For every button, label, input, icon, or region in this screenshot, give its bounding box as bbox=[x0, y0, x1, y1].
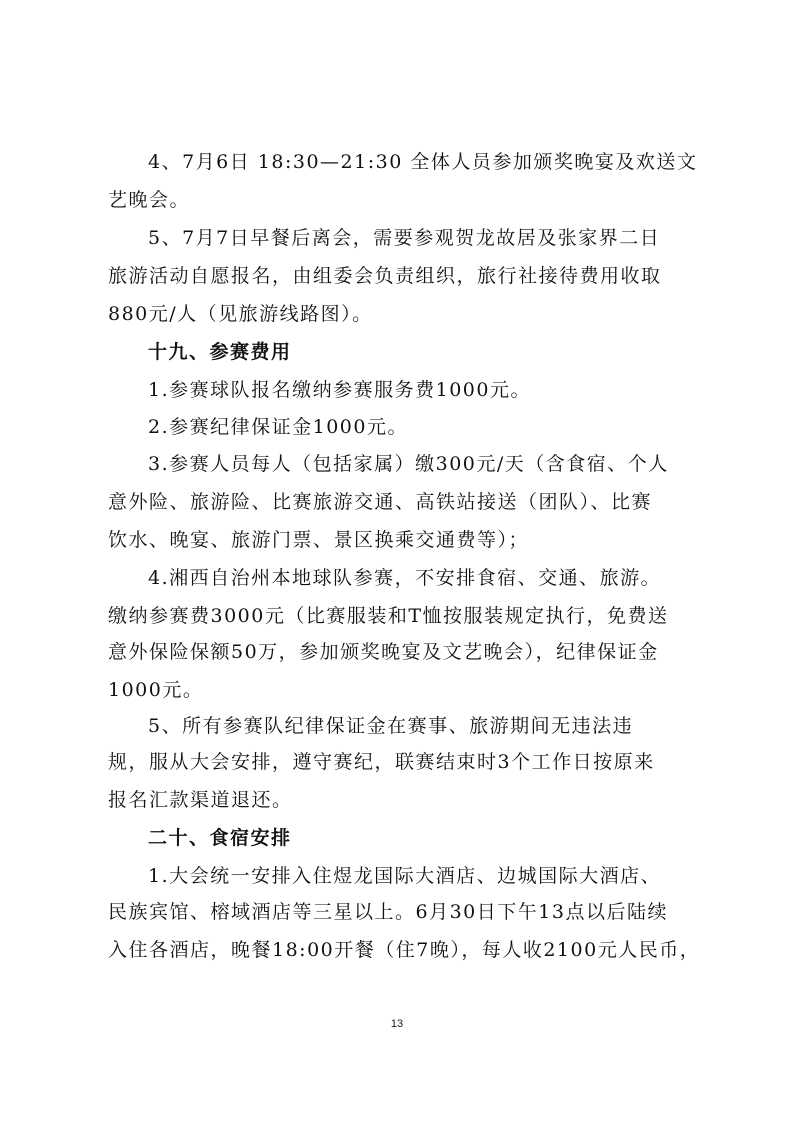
text-line: 5、所有参赛队纪律保证金在赛事、旅游期间无违法违 bbox=[148, 715, 634, 737]
text-line: 规，服从大会安排，遵守赛纪，联赛结束时3个工作日按原来 bbox=[108, 751, 655, 773]
text-line: 缴纳参赛费3000元（比赛服装和T恤按服装规定执行，免费送 bbox=[108, 605, 669, 627]
text-line: 旅游活动自愿报名，由组委会负责组织，旅行社接待费用收取 bbox=[108, 265, 662, 287]
text-line: 民族宾馆、榕域酒店等三星以上。6月30日下午13点以后陆续 bbox=[108, 901, 668, 923]
text-line: 报名汇款渠道退还。 bbox=[108, 789, 293, 811]
page-number: 13 bbox=[390, 1018, 404, 1030]
text-line: 意外保险保额50万，参加颁奖晚宴及文艺晚会），纪律保证金 bbox=[108, 641, 659, 663]
text-line: 1.参赛球队报名缴纳参赛服务费1000元。 bbox=[148, 379, 531, 401]
text-line: 1.大会统一安排入住煜龙国际大酒店、边城国际大酒店、 bbox=[148, 865, 662, 887]
text-line: 1000元。 bbox=[108, 679, 204, 701]
text-line: 4.湘西自治州本地球队参赛，不安排食宿、交通、旅游。 bbox=[148, 567, 662, 589]
text-line: 艺晚会。 bbox=[108, 189, 191, 211]
text-line: 3.参赛人员每人（包括家属）缴300元/天（含食宿、个人 bbox=[148, 453, 669, 475]
section-heading: 十九、参赛费用 bbox=[148, 341, 292, 363]
text-line: 4、7月6日 18:30—21:30 全体人员参加颁奖晚宴及欢送文 bbox=[148, 151, 698, 173]
text-line: 880元/人（见旅游线路图）。 bbox=[108, 303, 373, 325]
text-line: 饮水、晚宴、旅游门票、景区换乘交通费等）； bbox=[108, 529, 530, 551]
section-heading: 二十、食宿安排 bbox=[148, 827, 292, 849]
text-line: 入住各酒店，晚餐18:00开餐（住7晚），每人收2100元人民币， bbox=[108, 939, 701, 961]
text-line: 5、7月7日早餐后离会，需要参观贺龙故居及张家界二日 bbox=[148, 227, 661, 249]
text-line: 意外险、旅游险、比赛旅游交通、高铁站接送（团队）、比赛 bbox=[108, 491, 653, 513]
text-line: 2.参赛纪律保证金1000元。 bbox=[148, 416, 408, 438]
